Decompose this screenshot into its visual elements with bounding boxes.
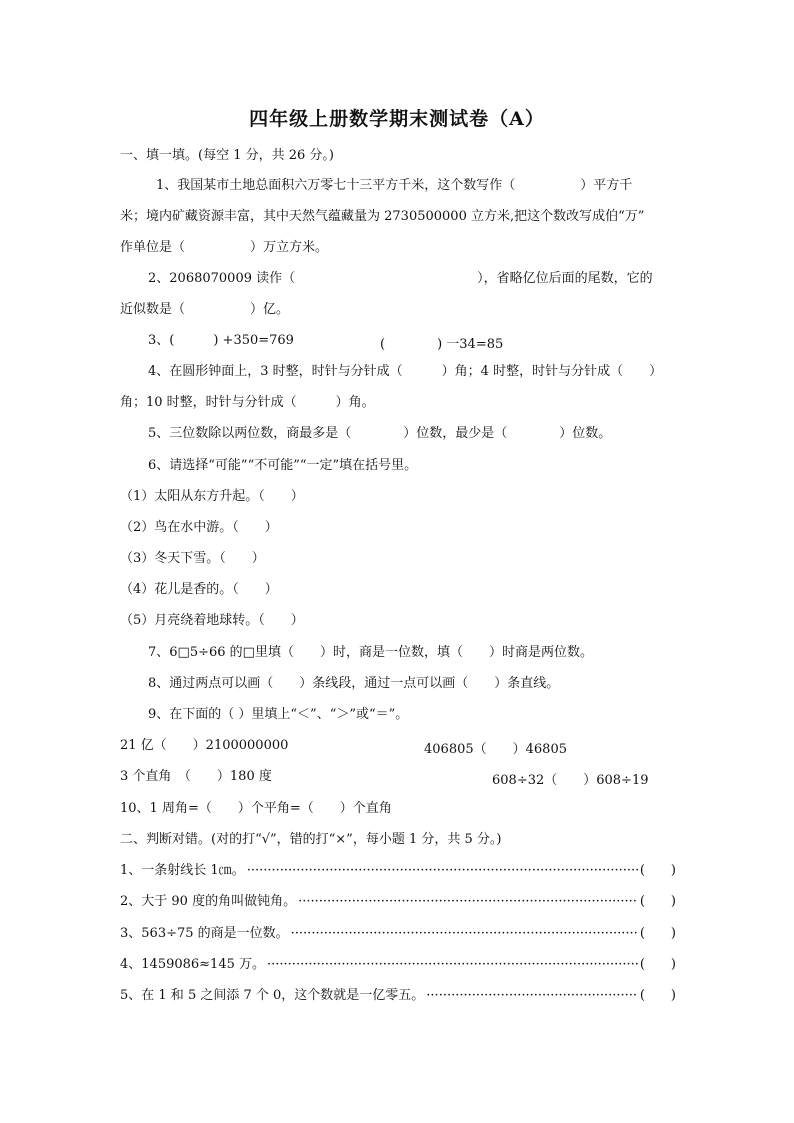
dot-leader <box>298 894 638 910</box>
true-false-item <box>120 988 676 1004</box>
q9-row1-right: 406805（ ）46805 <box>424 742 567 757</box>
section1-heading: 一、填一填。(每空 1 分，共 26 分。) <box>120 148 334 163</box>
true-false-text: 5、在 1 和 5 之间添 7 个 0，这个数就是一亿零五。 <box>120 988 425 1003</box>
dot-leader <box>247 863 638 879</box>
q9-stem: 9、在下面的（ ）里填上“＜”、“＞”或“＝”。 <box>148 707 409 722</box>
q9-row2-left: 3 个直角 （ ）180 度 <box>120 769 272 784</box>
q4-line1: 4、在圆形钟面上，3 时整，时针与分针成（ ）角；4 时整，时针与分针成（ ） <box>148 364 663 379</box>
true-false-item <box>120 926 676 942</box>
q9-row1-left: 21 亿（ ）2100000000 <box>120 738 289 753</box>
answer-paren: ( ) <box>639 863 676 878</box>
true-false-text: 1、一条射线长 1㎝。 <box>120 863 245 878</box>
q6-item: （1）太阳从东方升起。（ ） <box>120 489 304 504</box>
section2-heading: 二、判断对错。(对的打“√”，错的打“×”，每小题 1 分，共 5 分。) <box>120 832 502 847</box>
q1-line1: 1、我国某市土地总面积六万零七十三平方千米，这个数写作（ ）平方千 <box>156 178 633 193</box>
q1-line2: 米；境内矿藏资源丰富，其中天然气蕴藏量为 2730500000 立方米,把这个数改写成伯“万” <box>120 209 645 224</box>
q6-stem: 6、请选择“可能”“不可能”“一定”填在括号里。 <box>148 458 418 473</box>
q2-line2: 近似数是（ ）亿。 <box>120 302 290 317</box>
dot-leader <box>291 926 638 942</box>
dot-leader <box>426 988 638 1004</box>
true-false-item <box>120 863 676 879</box>
true-false-item <box>120 957 676 973</box>
q5: 5、三位数除以两位数，商最多是（ ）位数，最少是（ ）位数。 <box>148 426 612 441</box>
true-false-item <box>120 894 676 910</box>
q2-line1: 2、2068070009 读作（ ），省略亿位后面的尾数，它的 <box>148 271 653 286</box>
q3-right: ( ) 一34=85 <box>380 337 504 352</box>
q4-line2: 角；10 时整，时针与分针成（ ）角。 <box>120 395 375 410</box>
q7: 7、6□5÷66 的□里填（ ）时，商是一位数，填（ ）时商是两位数。 <box>148 645 593 660</box>
q1-line3: 作单位是（ ）万立方米。 <box>120 240 329 255</box>
q10: 10、1 周角=（ ）个平角=（ ）个直角 <box>120 801 392 816</box>
q6-item: （5）月亮绕着地球转。（ ） <box>120 613 304 628</box>
dot-leader <box>267 957 638 973</box>
page-title: 四年级上册数学期末测试卷（A） <box>249 108 545 130</box>
true-false-text: 4、1459086≈145 万。 <box>120 957 266 972</box>
answer-paren: ( ) <box>639 894 676 909</box>
true-false-text: 3、563÷75 的商是一位数。 <box>120 926 289 941</box>
answer-paren: ( ) <box>639 957 676 972</box>
q8: 8、通过两点可以画（ ）条线段，通过一点可以画（ ）条直线。 <box>148 676 560 691</box>
q6-item: （2）鸟在水中游。（ ） <box>120 520 278 535</box>
answer-paren: ( ) <box>639 988 676 1003</box>
q6-item: （3）冬天下雪。（ ） <box>120 551 265 566</box>
q6-item: （4）花儿是香的。（ ） <box>120 582 278 597</box>
true-false-text: 2、大于 90 度的角叫做钝角。 <box>120 894 297 909</box>
q9-row2-right: 608÷32（ ）608÷19 <box>492 773 649 788</box>
q3-left: 3、( ) +350=769 <box>148 333 294 348</box>
answer-paren: ( ) <box>639 926 676 941</box>
